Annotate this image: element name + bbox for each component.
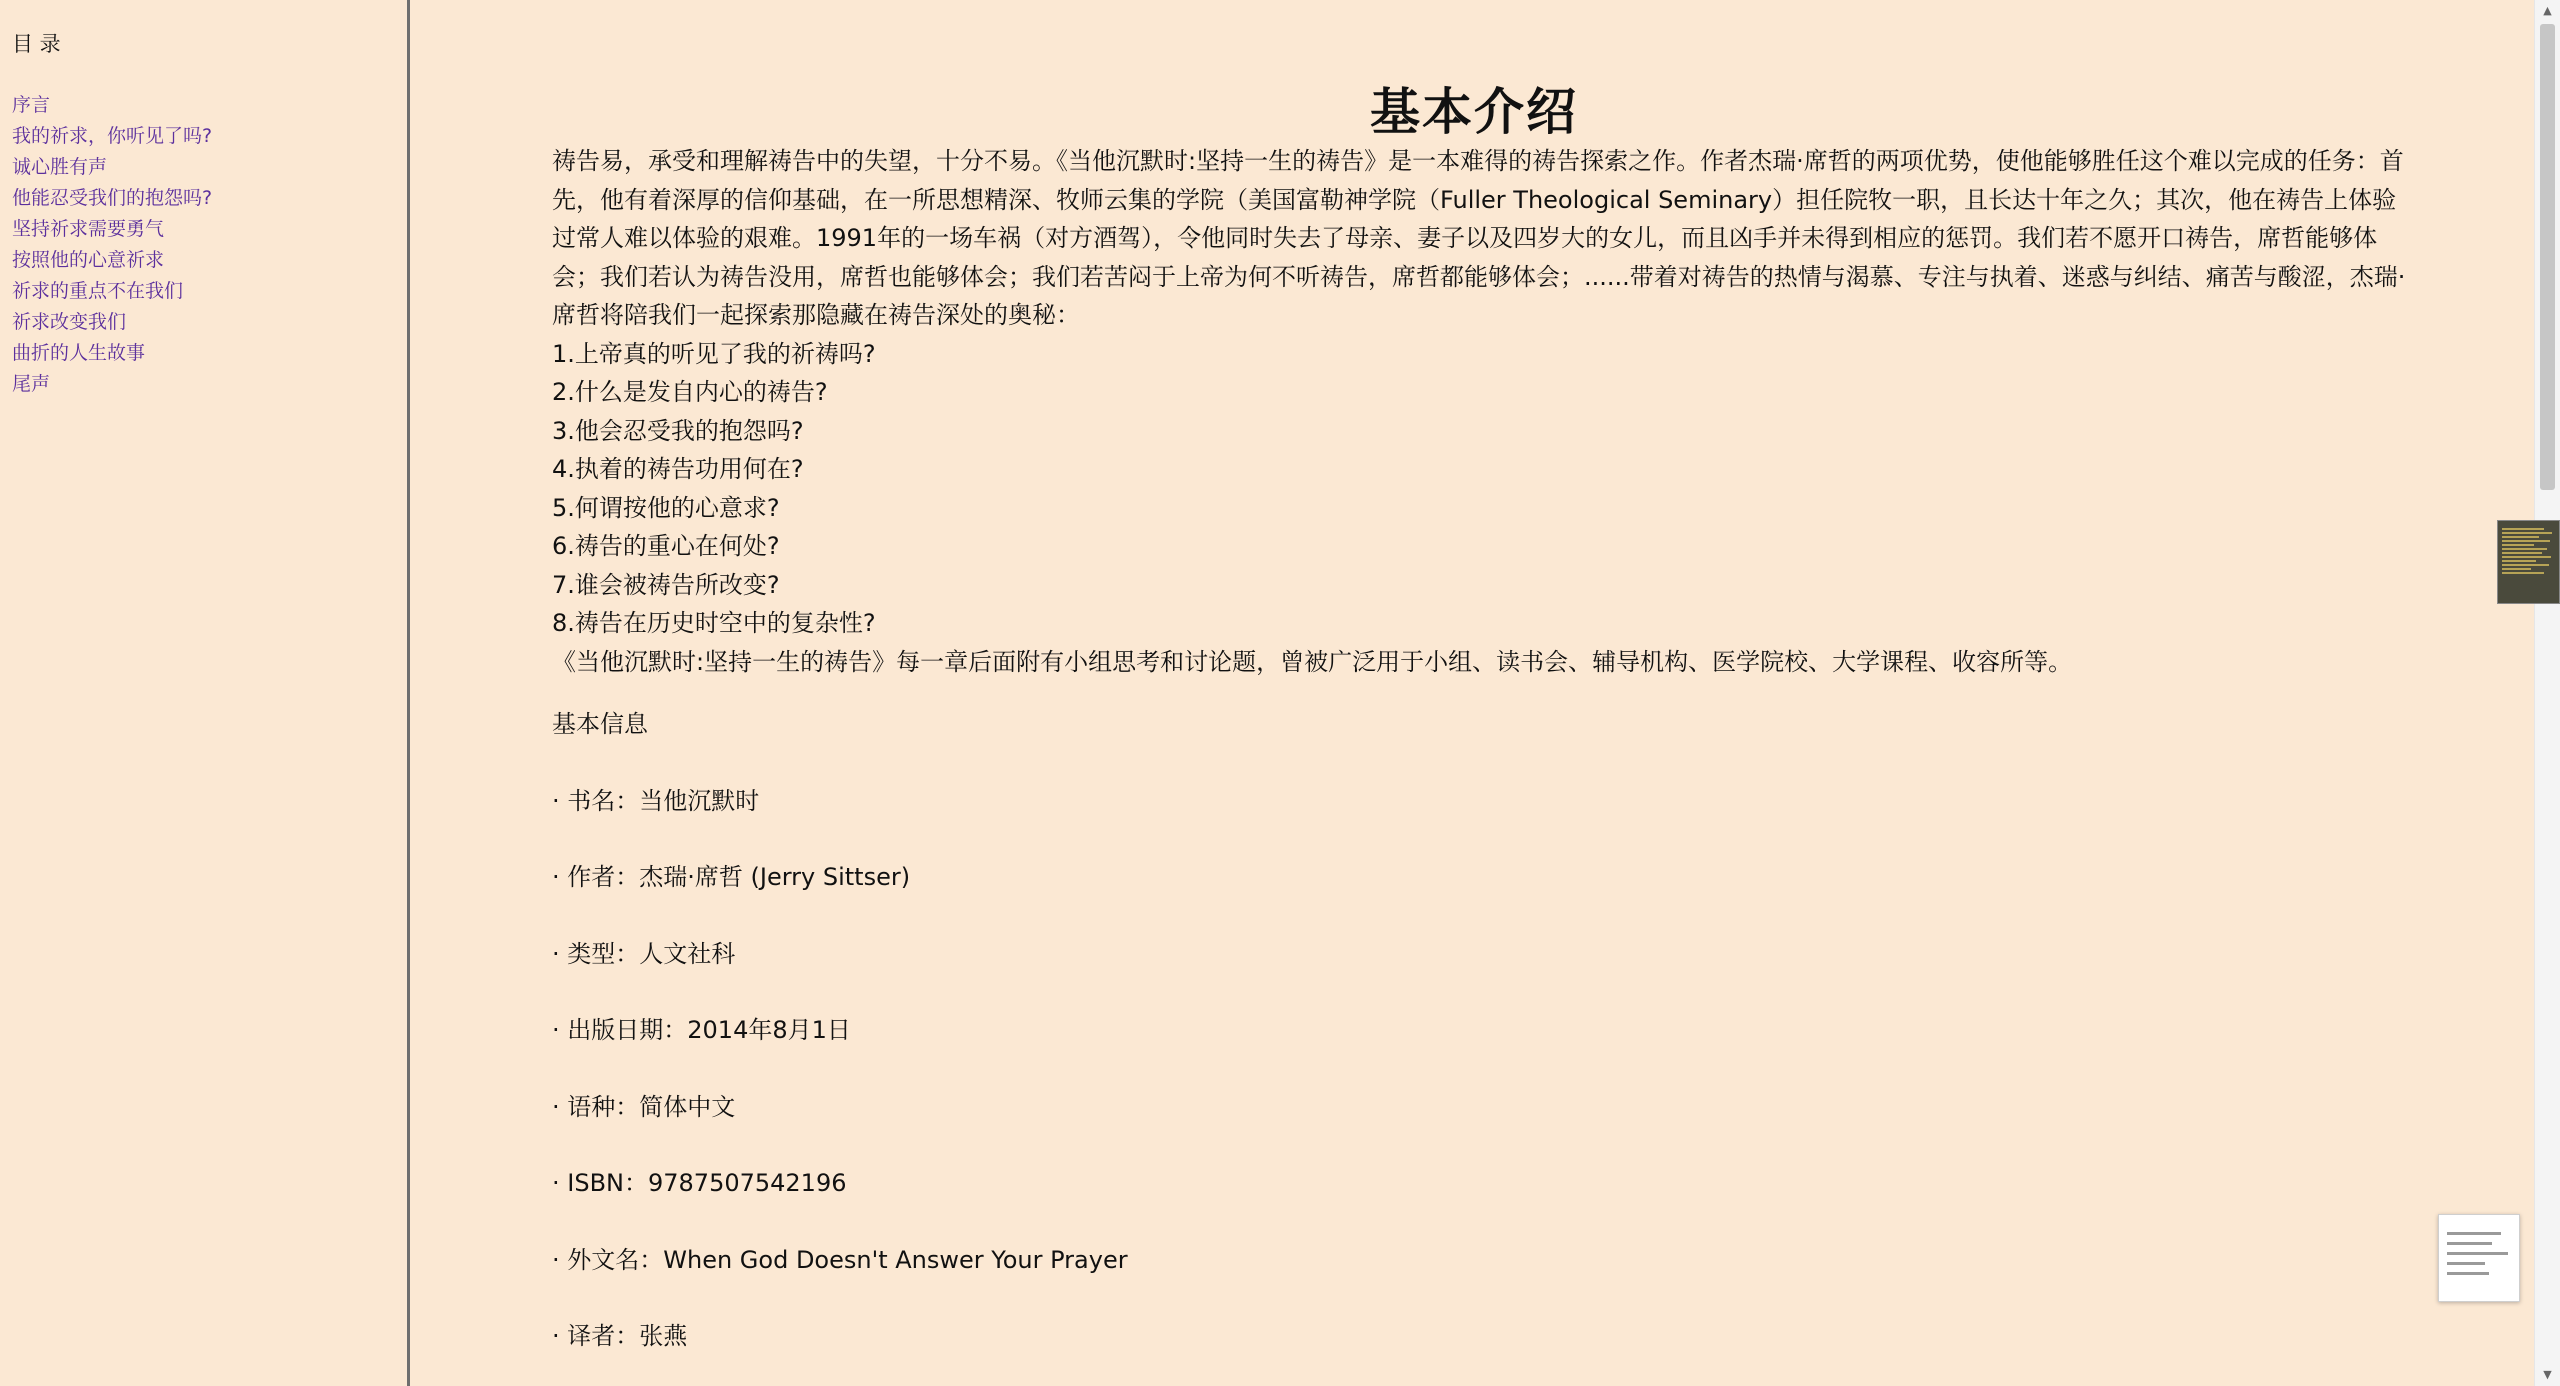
- toc-item-preface[interactable]: 序言: [12, 94, 51, 116]
- info-item-foreign-title: · 外文名：When God Doesn't Answer Your Prayer: [552, 1245, 1128, 1274]
- scroll-down-arrow-icon[interactable]: ▼: [2543, 1368, 2552, 1381]
- info-item-author: · 作者：杰瑞·席哲 (Jerry Sittser): [552, 863, 911, 891]
- toc-item-chapter-2[interactable]: 诚心胜有声: [12, 156, 108, 178]
- intro-paragraph: 祷告易，承受和理解祷告中的失望，十分不易。《当他沉默时:坚持一生的祷告》是一本难得的祷告探索之作。作者杰瑞·席哲的两项优势，使他能够胜任这个难以完成的任务：首先，他有着深厚的信仰基础，在一所思想精深、牧师云集的学院（美国富勒神学院（Fuller Theological Seminary）担任院牧一职，且长达十年之久；其次，他在祷告上体验过常人难以体验的艰难。1991年的一场车祸（对方酒驾），令他同时失去了母亲、妻子以及四岁大的女儿，而且凶手并未得到相应的惩罚。我们若不愿开口祷告，席哲能够体会；我们若认为祷告没用，席哲也能够体会；我们若苦闷于上帝为何不听祷告，席哲都能够体会；......带着对祷告的热情与渴慕、专注与执着、迷惑与纠结、痛苦与酸涩，杰瑞·席哲将陪我们一起探索那隐藏在祷告深处的奥秘：: [552, 147, 2406, 329]
- scroll-up-arrow-icon[interactable]: ▲: [2543, 4, 2552, 17]
- info-item-translator: · 译者：张燕: [552, 1322, 688, 1350]
- question-item: 1.上帝真的听见了我的祈祷吗?: [552, 339, 876, 368]
- toc-item-epilogue[interactable]: 尾声: [12, 373, 51, 395]
- toc-item-chapter-5[interactable]: 按照他的心意祈求: [12, 249, 165, 271]
- toc-item-chapter-6[interactable]: 祈求的重点不在我们: [12, 280, 184, 302]
- info-item-genre: · 类型：人文社科: [552, 939, 736, 968]
- toc-sidebar: [0, 0, 410, 1386]
- question-item: 6.祷告的重心在何处?: [552, 532, 780, 560]
- toc-list: [12, 90, 212, 400]
- closing-paragraph: 《当他沉默时:坚持一生的祷告》每一章后面附有小组思考和讨论题，曾被广泛用于小组、读书会、辅导机构、医学院校、大学课程、收容所等。: [552, 647, 2073, 676]
- article-pane: [413, 0, 2535, 1386]
- vertical-scrollbar[interactable]: [2534, 0, 2560, 1386]
- info-item-title: · 书名：当他沉默时: [552, 786, 760, 815]
- toc-item-chapter-1[interactable]: 我的祈求，你听见了吗?: [12, 125, 213, 147]
- toc-item-chapter-4[interactable]: 坚持祈求需要勇气: [12, 218, 165, 240]
- question-item: 3.他会忍受我的抱怨吗?: [552, 416, 804, 445]
- info-item-isbn: · ISBN：9787507542196: [552, 1169, 847, 1197]
- toc-title: 目 录: [12, 32, 61, 56]
- info-item-language: · 语种：简体中文: [552, 1092, 736, 1121]
- question-item: 5.何谓按他的心意求?: [552, 493, 780, 522]
- question-item: 2.什么是发自内心的祷告?: [552, 378, 828, 406]
- scrollbar-thumb[interactable]: [2540, 24, 2555, 490]
- page-title: 基本介绍: [1370, 82, 1578, 141]
- question-item: 4.执着的祷告功用何在?: [552, 455, 804, 483]
- toc-item-chapter-3[interactable]: 他能忍受我们的抱怨吗?: [12, 187, 213, 209]
- toc-item-chapter-8[interactable]: 曲折的人生故事: [12, 342, 146, 364]
- article-body: [552, 142, 2408, 1356]
- floating-preview-card[interactable]: [2438, 1214, 2520, 1302]
- toc-item-chapter-7[interactable]: 祈求改变我们: [12, 311, 127, 333]
- info-item-date: · 出版日期：2014年8月1日: [552, 1016, 851, 1044]
- question-item: 8.祷告在历史时空中的复杂性?: [552, 609, 876, 637]
- question-item: 7.谁会被祷告所改变?: [552, 570, 780, 599]
- page-minimap[interactable]: [2497, 520, 2560, 604]
- info-heading: 基本信息: [552, 710, 648, 738]
